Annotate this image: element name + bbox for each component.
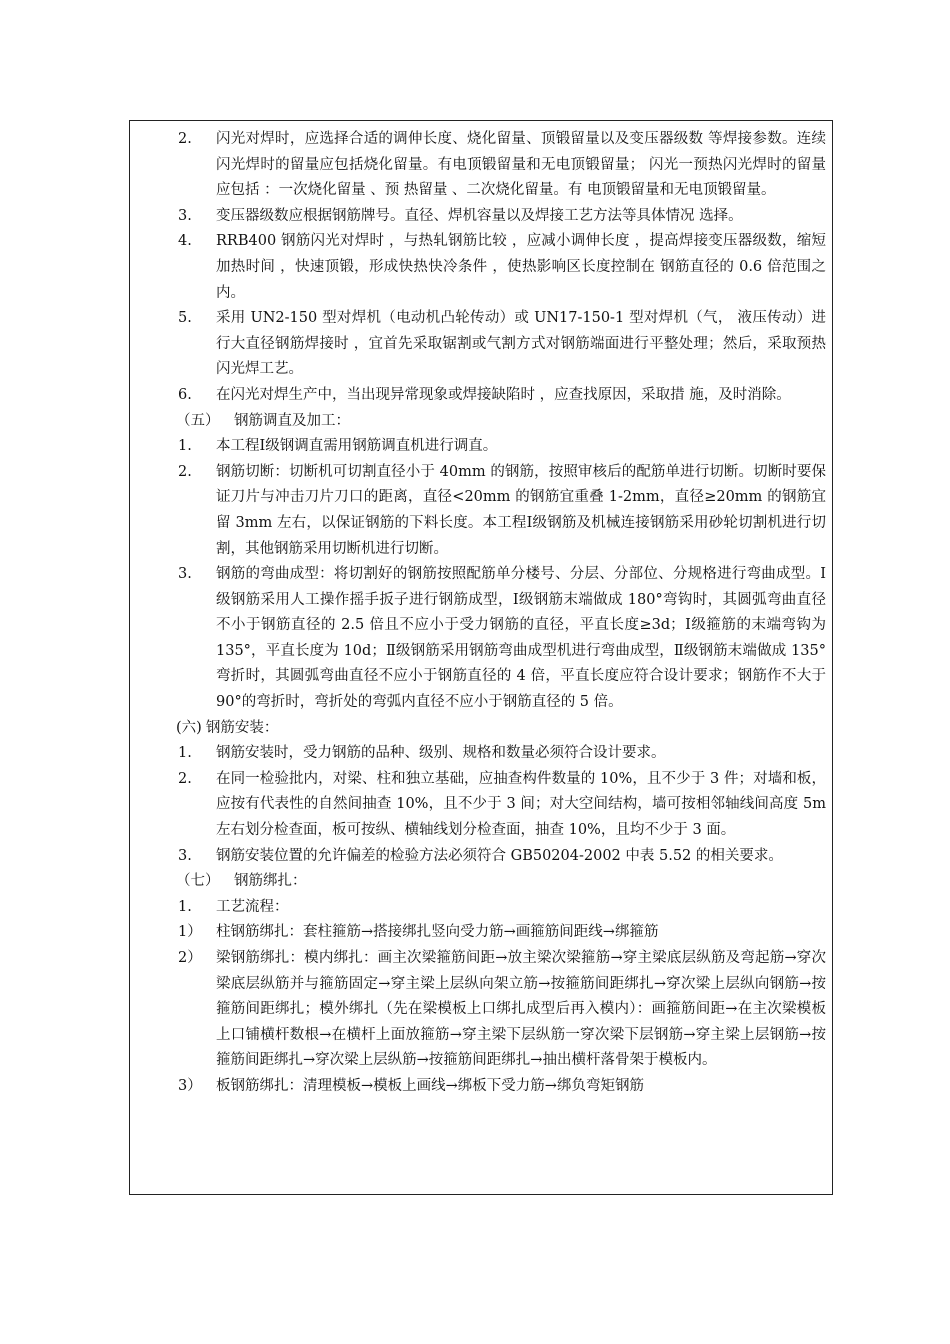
item-text: 板钢筋绑扎：清理模板→模板上画线→绑板下受力筋→绑负弯矩钢筋 [216,1077,644,1094]
item-number: 1. [178,898,192,915]
section-title: 钢筋安装： [205,719,279,736]
section-heading-straighten [176,409,826,435]
item-text: RRB400 钢筋闪光对焊时 ，与热轧钢筋比较 ，应减小调伸长度 ，提高焊接变压器级数，缩短加热时间 ，快速顶锻，形成快热快冷条件 ，使热影响区长度控制在 钢筋直径的 0.6 倍范围之内。 [216,233,826,301]
section-heading-binding [176,869,826,895]
item-number: 3） [178,1077,202,1094]
item-text: 钢筋安装时，受力钢筋的品种、级别、规格和数量必须符合设计要求。 [216,745,666,762]
item-text: 变压器级数应根据钢筋牌号。直径、焊机容量以及焊接工艺方法等具体情况 选择。 [216,207,743,224]
section-heading-install [176,716,826,742]
list-item [176,562,826,716]
list-item [176,434,826,460]
item-text: 采用 UN2-150 型对焊机（电动机凸轮传动）或 UN17-150-1 型对焊机（气， 液压传动）进行大直径钢筋焊接时 ，宜首先采取锯割或气割方式对钢筋端面进行平整处理；然后，采取预热闪光焊工艺。 [216,310,826,378]
list-item [176,306,826,383]
item-text: 工艺流程： [216,898,289,915]
document-content [176,127,826,1100]
list-item [176,1074,826,1100]
item-text: 在同一检验批内，对梁、柱和独立基础，应抽查构件数量的 10%，且不少于 3 件；对墙和板，应按有代表性的自然间抽查 10%，且不少于 3 间；对大空间结构，墙可按相邻轴线间高度 5m 左右划分检查面，板可按纵、横轴线划分检查面，抽查 10%，且均不少于 3 面。 [216,770,826,839]
item-text: 柱钢筋绑扎：套柱箍筋→搭接绑扎竖向受力筋→画箍筋间距线→绑箍筋 [216,924,659,941]
item-text: 梁钢筋绑扎：模内绑扎：画主次梁箍筋间距→放主梁次梁箍筋→穿主梁底层纵筋及弯起筋→穿次梁底层纵筋并与箍筋固定→穿主梁上层纵向架立筋→按箍筋间距绑扎→穿次梁上层纵向钢筋→按箍筋间距绑扎；模外绑扎（先在梁模板上口绑扎成型后再入模内）：画箍筋间距→在主次梁模板上口铺横杆数根→在横杆上面放箍筋→穿主梁下层纵筋一穿次梁下层钢筋→穿主梁上层钢筋→按箍筋间距绑扎→穿次梁上层纵筋→按箍筋间距绑扎→抽出横杆落骨架于模板内。 [216,950,826,1069]
item-number: 2. [178,131,192,147]
section-title: 钢筋调直及加工： [234,412,350,429]
document-frame [129,120,833,1195]
item-number: 5. [178,310,192,327]
list-item [176,383,826,409]
list-item [176,767,826,844]
section-title: 钢筋绑扎： [234,873,307,890]
list-item [176,127,826,204]
section-number: (六) [176,719,202,736]
section-number: （七） [176,873,220,890]
item-number: 1. [178,745,192,762]
item-number: 2） [178,950,202,966]
list-item [176,946,826,1074]
item-number: 4. [178,233,192,250]
item-text: 钢筋切断：切断机可切割直径小于 40mm 的钢筋，按照审核后的配筋单进行切断。切断时要保证刀片与冲击刀片刀口的距离，直径<20mm 的钢筋宜重叠 1-2mm，直径≥20mm 的钢筋宜留 3mm 左右，以保证钢筋的下料长度。本工程Ⅰ级钢筋及机械连接钢筋采用砂轮切割机进行切割，其他钢筋采用切断机进行切断。 [216,463,826,557]
list-item [176,741,826,767]
list-item [176,229,826,306]
item-number: 6. [178,386,192,403]
list-item [176,460,826,562]
item-number: 3. [178,207,192,224]
item-text: 钢筋的弯曲成型：将切割好的钢筋按照配筋单分楼号、分层、分部位、分规格进行弯曲成型。Ⅰ级钢筋采用人工操作摇手扳子进行钢筋成型，Ⅰ级钢筋末端做成 180°弯钩时，其圆弧弯曲直径不小于钢筋直径的 2.5 倍且不应小于受力钢筋的直径，平直长度≥3d；Ⅰ级箍筋的末端弯钩为 135°，平直长度为 10d；Ⅱ级钢筋采用钢筋弯曲成型机进行弯曲成型，Ⅱ级钢筋末端做成 135°弯折时，其圆弧弯曲直径不应小于钢筋直径的 4 倍，平直长度应符合设计要求；钢筋作不大于 90°的弯折时，弯折处的弯弧内直径不应小于钢筋直径的 5 倍。 [216,566,826,711]
item-text: 本工程Ⅰ级钢调直需用钢筋调直机进行调直。 [216,438,498,455]
section-number: （五） [176,412,220,429]
item-number: 3. [178,847,192,864]
list-item [176,895,826,921]
list-item [176,204,826,230]
item-number: 1） [178,924,202,941]
item-text: 闪光对焊时，应选择合适的调伸长度、烧化留量、顶锻留量以及变压器级数 等焊接参数。连续闪光焊时的留量应包括烧化留量。有电顶锻留量和无电顶锻留量； 闪光一预热闪光焊时的留量应包括 ：一次烧化留量 、预 热留量 、二次烧化留量。有 电顶锻留量和无电顶锻留量。 [216,131,826,199]
item-number: 3. [178,566,192,583]
list-item [176,844,826,870]
item-text: 钢筋安装位置的允许偏差的检验方法必须符合 GB50204-2002 中表 5.52 的相关要求。 [216,847,783,864]
item-number: 2. [178,770,192,787]
item-text: 在闪光对焊生产中，当出现异常现象或焊接缺陷时 ，应查找原因，采取措 施，及时消除。 [216,386,791,403]
item-number: 1. [178,438,192,455]
item-number: 2. [178,463,192,480]
list-item [176,920,826,946]
